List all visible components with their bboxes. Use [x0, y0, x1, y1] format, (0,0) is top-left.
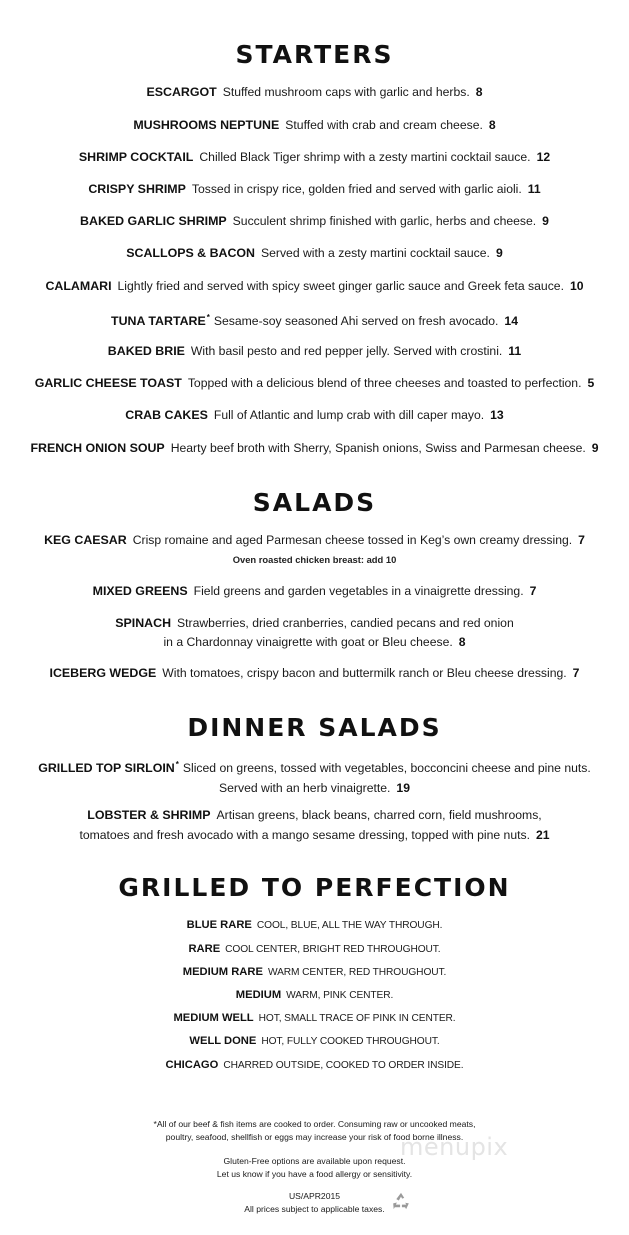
item-description: Crisp romaine and aged Parmesan cheese tossed in Keg’s own creamy dressing.	[132, 533, 573, 547]
doneness-description: COOL CENTER, BRIGHT RED THROUGHOUT.	[225, 944, 441, 955]
item-description: Tossed in crispy rice, golden fried and served with garlic aioli.	[191, 182, 522, 196]
disclaimer-line2: poultry, seafood, shellfish or eggs may increase your risk of food borne illness.	[165, 1132, 464, 1142]
item-name: FRENCH ONION SOUP	[30, 441, 165, 455]
section-title-salads: SALADS	[252, 488, 377, 517]
item-price: 9	[542, 214, 549, 228]
item-price: 10	[569, 279, 584, 293]
item-description-line2: in a Chardonnay vinaigrette with goat or Bleu cheese.	[163, 635, 453, 649]
menu-item	[0, 406, 629, 424]
doneness-name: RARE	[188, 943, 221, 955]
item-price: 9	[495, 246, 503, 260]
doneness-name: CHICAGO	[165, 1059, 219, 1071]
item-price: 8	[488, 118, 496, 132]
menu-item	[0, 582, 629, 600]
menu-item	[0, 212, 629, 230]
asterisk-marker: *	[206, 313, 210, 322]
item-note: Oven roasted chicken breast: add 10	[232, 554, 397, 565]
watermark: menupix	[400, 1133, 509, 1161]
item-price: 7	[529, 584, 537, 598]
menu-code: US/APR2015	[288, 1191, 341, 1201]
menu-item	[0, 309, 629, 330]
doneness-name: WELL DONE	[189, 1035, 257, 1047]
doneness-name: MEDIUM RARE	[182, 966, 263, 978]
item-description: Topped with a delicious blend of three cheeses and toasted to perfection.	[187, 376, 582, 390]
item-name: CRISPY SHRIMP	[88, 182, 186, 196]
item-name: TUNA TARTARE*	[111, 313, 210, 329]
doneness-description: WARM CENTER, RED THROUGHOUT.	[267, 967, 447, 978]
item-name: SHRIMP COCKTAIL	[78, 150, 194, 164]
doneness-name: MEDIUM	[235, 989, 282, 1001]
item-price: 21	[535, 828, 550, 842]
item-description: Full of Atlantic and lump crab with dill caper mayo.	[213, 408, 485, 422]
doneness-item	[0, 941, 629, 958]
menu-item	[0, 83, 629, 101]
gluten-note	[0, 1155, 629, 1181]
menu-item	[0, 342, 629, 360]
item-name: ICEBERG WEDGE	[49, 666, 157, 680]
disclaimer	[0, 1118, 629, 1144]
doneness-item	[0, 1010, 629, 1027]
item-price: 8	[458, 635, 466, 649]
item-description: With tomatoes, crispy bacon and buttermilk ranch or Bleu cheese dressing.	[162, 666, 567, 680]
doneness-item	[0, 987, 629, 1004]
doneness-item	[0, 964, 629, 981]
item-description: Served with a zesty martini cocktail sauce.	[261, 246, 490, 260]
menu-item	[0, 756, 629, 797]
disclaimer-line1: *All of our beef & fish items are cooked to order. Consuming raw or uncooked meats,	[153, 1119, 476, 1129]
item-price: 9	[591, 441, 599, 455]
item-price: 5	[587, 376, 595, 390]
item-description: Lightly fried and served with spicy sweet ginger garlic sauce and Greek feta sauce.	[117, 279, 564, 293]
item-name: CALAMARI	[45, 279, 112, 293]
menu-item	[0, 806, 629, 844]
item-price: 13	[490, 408, 504, 422]
item-description: Sliced on greens, tossed with vegetables, bocconcini cheese and pine nuts.	[182, 761, 591, 776]
menu-item	[0, 531, 629, 549]
item-price: 7	[578, 533, 585, 547]
item-name: GRILLED TOP SIRLOIN*	[38, 760, 179, 776]
item-description: Chilled Black Tiger shrimp with a zesty martini cocktail sauce.	[199, 150, 531, 164]
item-name: MUSHROOMS NEPTUNE	[133, 118, 280, 132]
gluten-line1: Gluten-Free options are available upon request.	[223, 1156, 406, 1166]
item-price: 19	[396, 781, 410, 796]
item-name: BAKED GARLIC SHRIMP	[80, 214, 227, 228]
asterisk-marker: *	[175, 760, 179, 769]
item-description: Stuffed with crab and cream cheese.	[285, 118, 483, 132]
item-price: 14	[504, 314, 518, 329]
recycle-icon	[390, 1191, 412, 1213]
item-price: 7	[572, 666, 580, 680]
doneness-description: HOT, FULLY COOKED THROUGHOUT.	[261, 1036, 440, 1047]
menu-item	[0, 148, 629, 166]
item-price: 12	[536, 150, 551, 164]
item-name: KEG CAESAR	[44, 533, 127, 547]
item-name: BAKED BRIE	[107, 344, 185, 358]
section-title-dinner-salads: DINNER SALADS	[187, 713, 442, 742]
menu-item	[0, 664, 629, 682]
doneness-name: MEDIUM WELL	[173, 1012, 254, 1024]
taxes-note: All prices subject to applicable taxes.	[244, 1204, 385, 1214]
item-price: 11	[508, 344, 522, 358]
menu-item	[0, 180, 629, 198]
item-description: With basil pesto and red pepper jelly. Served with crostini.	[190, 344, 503, 358]
menu-item	[0, 439, 629, 457]
doneness-item	[0, 917, 629, 934]
gluten-line2: Let us know if you have a food allergy or sensitivity.	[216, 1169, 413, 1179]
doneness-description: WARM, PINK CENTER.	[286, 990, 394, 1001]
item-description: Artisan greens, black beans, charred corn, field mushrooms,	[216, 808, 542, 822]
item-name: SPINACH	[115, 616, 172, 630]
doneness-description: COOL, BLUE, ALL THE WAY THROUGH.	[256, 920, 443, 931]
item-description: Sesame-soy seasoned Ahi served on fresh avocado.	[213, 314, 499, 329]
item-description-line2: Served with an herb vinaigrette.	[219, 781, 391, 796]
section-title-grilled: GRILLED TO PERFECTION	[118, 873, 511, 902]
item-price: 11	[527, 182, 541, 196]
section-title-starters: STARTERS	[235, 40, 394, 69]
item-description: Succulent shrimp finished with garlic, herbs and cheese.	[232, 214, 537, 228]
doneness-description: CHARRED OUTSIDE, COOKED TO ORDER INSIDE.	[223, 1060, 464, 1071]
item-description: Stuffed mushroom caps with garlic and herbs.	[222, 85, 470, 99]
item-name: ESCARGOT	[146, 85, 217, 99]
doneness-item	[0, 1033, 629, 1050]
item-name: CRAB CAKES	[125, 408, 208, 422]
item-price: 8	[475, 85, 483, 99]
doneness-description: HOT, SMALL TRACE OF PINK IN CENTER.	[258, 1013, 456, 1024]
doneness-item	[0, 1057, 629, 1074]
menu-item	[0, 374, 629, 392]
item-name: LOBSTER & SHRIMP	[87, 808, 211, 822]
item-description-line2: tomatoes and fresh avocado with a mango sesame dressing, topped with pine nuts.	[79, 828, 530, 842]
doneness-name: BLUE RARE	[186, 919, 252, 931]
item-description: Field greens and garden vegetables in a vinaigrette dressing.	[193, 584, 524, 598]
footer-meta	[0, 1190, 629, 1216]
item-name: SCALLOPS & BACON	[126, 246, 255, 260]
menu-item	[0, 614, 629, 651]
menu-item	[0, 277, 629, 295]
menu-item	[0, 244, 629, 262]
item-name: MIXED GREENS	[92, 584, 188, 598]
item-name: GARLIC CHEESE TOAST	[34, 376, 182, 390]
menu-item	[0, 116, 629, 134]
item-description: Strawberries, dried cranberries, candied pecans and red onion	[177, 616, 514, 630]
item-description: Hearty beef broth with Sherry, Spanish onions, Swiss and Parmesan cheese.	[170, 441, 586, 455]
